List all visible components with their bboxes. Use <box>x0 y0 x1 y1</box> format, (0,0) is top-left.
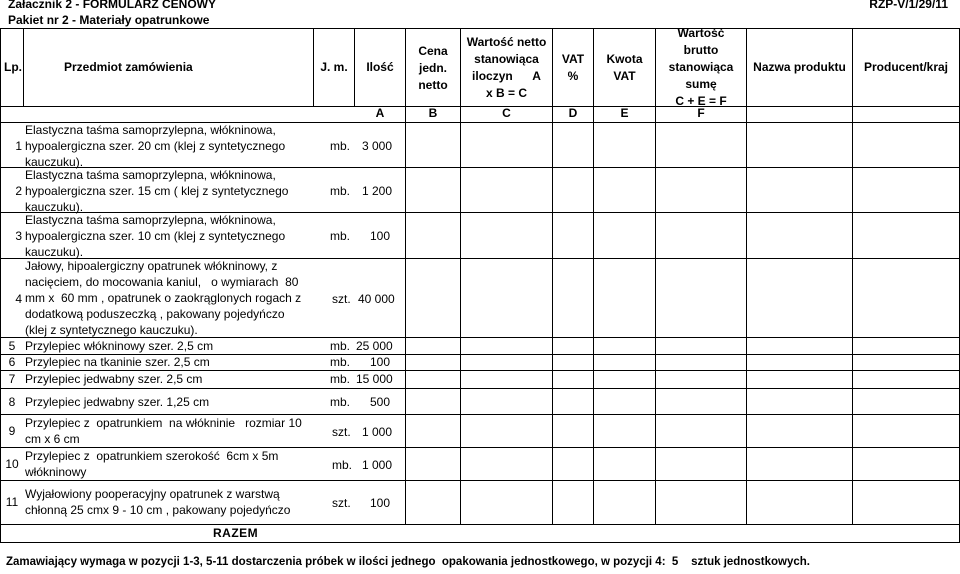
row-lp: 11 <box>5 495 19 509</box>
row-unit: szt. <box>332 292 351 306</box>
col-border <box>405 28 406 524</box>
letter-d: D <box>568 106 578 120</box>
col-wartosc-netto-header: Wartość netto stanowiąca iloczyn A x B = C <box>466 35 547 100</box>
row-description: Przylepiec włókninowy szer. 2,5 cm <box>25 339 214 353</box>
row-quantity: 1 000 <box>362 425 393 439</box>
table-top-border <box>0 28 960 29</box>
footer-note: Zamawiający wymaga w pozycji 1-3, 5-11 dostarczenia próbek w ilości jednego opakowania jednostkowego, w pozycji 4: 5 sztuk jednostkowych. <box>6 556 810 568</box>
row-unit: mb. <box>330 339 351 353</box>
row-description: Elastyczna taśma samoprzylepna, włókninowa, hypoalergiczna szer. 20 cm (klej z syntetycznego kauczuku). <box>25 123 286 169</box>
row-unit: mb. <box>330 184 351 198</box>
form-title: Załacznik 2 - FORMULARZ CENOWY <box>8 0 217 11</box>
row-description: Jałowy, hipoalergiczny opatrunek włókninowy, z nacięciem, do mocowania kaniul, o wymiarach 80 mm x 60 mm , opatrunek o zaokrąglonych rogach z dodatkową poduszeczką , pakowany pojedyńczo (klej z syntetycznego kauczuku). <box>25 259 302 337</box>
row-description: Przylepiec jedwabny szer. 2,5 cm <box>25 372 203 386</box>
col-kwota-vat-header: Kwota VAT <box>606 52 643 83</box>
col-border <box>593 28 594 524</box>
row-description: Przylepiec na tkaninie szer. 2,5 cm <box>25 355 210 369</box>
col-cena-header: Cena jedn. netto <box>418 44 448 92</box>
row-unit: mb. <box>330 395 351 409</box>
letter-c: C <box>502 106 511 120</box>
col-border <box>460 28 461 524</box>
col-jm-header: J. m. <box>320 60 348 74</box>
letter-f: F <box>697 106 705 120</box>
col-producent-header: Producent/kraj <box>863 60 949 74</box>
col-lp-header: Lp. <box>4 60 22 74</box>
row-quantity: 100 <box>370 229 391 243</box>
row-quantity: 1 000 <box>362 458 393 472</box>
row-border <box>0 480 960 481</box>
row-quantity: 25 000 <box>356 339 393 353</box>
row-unit: mb. <box>330 229 351 243</box>
row-unit: szt. <box>332 425 351 439</box>
col-wartosc-brutto-header: Wartość brutto stanowiąca sumę C + E = F <box>668 26 734 108</box>
col-border <box>0 28 1 542</box>
table-bottom-border <box>0 542 960 543</box>
col-ilosc-header: Ilość <box>366 60 394 74</box>
row-description: Przylepiec z opatrunkiem na włókninie rozmiar 10 cm x 6 cm <box>25 416 302 446</box>
col-nazwa-header: Nazwa produktu <box>753 60 846 74</box>
row-quantity: 1 200 <box>362 184 393 198</box>
row-lp: 7 <box>8 372 16 386</box>
total-label: RAZEM <box>213 526 259 540</box>
row-lp: 1 <box>15 139 22 153</box>
row-lp: 2 <box>15 184 22 198</box>
row-lp: 8 <box>8 395 16 409</box>
row-unit: szt. <box>332 496 351 510</box>
row-lp: 3 <box>15 229 22 243</box>
col-vat-header: VAT % <box>561 52 585 83</box>
row-description: Elastyczna taśma samoprzylepna, włókninowa, hypoalergiczna szer. 10 cm (klej z syntetycznego kauczuku). <box>25 213 286 259</box>
row-quantity: 100 <box>370 496 391 510</box>
row-unit: mb. <box>330 372 351 386</box>
row-lp: 4 <box>15 292 22 306</box>
row-border <box>0 388 960 389</box>
row-lp: 6 <box>8 355 16 369</box>
letter-e: E <box>620 106 629 120</box>
row-unit: mb. <box>330 139 351 153</box>
col-border <box>552 28 553 524</box>
letter-b: B <box>428 106 438 120</box>
row-quantity: 500 <box>370 395 391 409</box>
row-lp: 10 <box>5 457 19 471</box>
row-quantity: 100 <box>370 355 391 369</box>
letter-a: A <box>375 106 385 120</box>
row-description: Wyjałowiony pooperacyjny opatrunek z warstwą chłonną 25 cmx 9 - 10 cm , pakowany pojedyńczo <box>25 487 291 517</box>
row-unit: mb. <box>332 458 353 472</box>
col-border <box>852 28 853 524</box>
row-border <box>0 524 960 525</box>
row-quantity: 40 000 <box>358 292 395 306</box>
row-description: Elastyczna taśma samoprzylepna, włókninowa, hypoalergiczna szer. 15 cm ( klej z syntetycznego kauczuku). <box>25 168 289 214</box>
row-quantity: 3 000 <box>362 139 393 153</box>
row-description: Przylepiec jedwabny szer. 1,25 cm <box>25 395 210 409</box>
package-subtitle: Pakiet nr 2 - Materiały opatrunkowe <box>8 13 210 27</box>
col-border <box>746 28 747 524</box>
row-lp: 5 <box>8 339 16 353</box>
row-lp: 9 <box>8 424 16 438</box>
col-przedmiot-header: Przedmiot zamówienia <box>64 60 193 74</box>
row-quantity: 15 000 <box>356 372 393 386</box>
row-description: Przylepiec z opatrunkiem szerokość 6cm x 5m włókninowy <box>25 449 279 479</box>
row-unit: mb. <box>330 355 351 369</box>
reference-number: RZP-V/1/29/11 <box>869 0 948 11</box>
